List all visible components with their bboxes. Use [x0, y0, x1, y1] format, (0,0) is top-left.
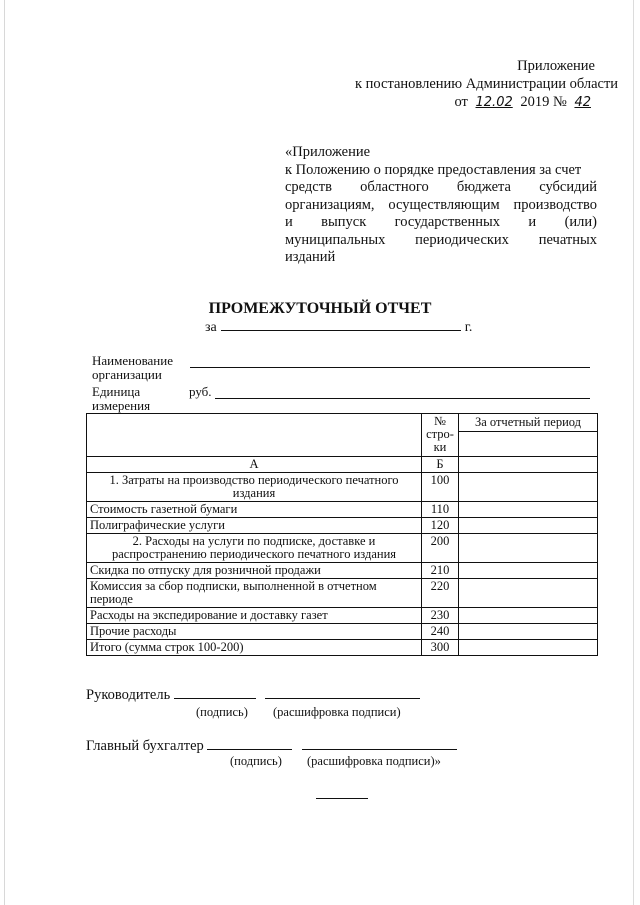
regulation-line: изданий: [285, 249, 336, 265]
regulation-appendix: [285, 144, 597, 267]
col-b-label: Б: [422, 457, 459, 473]
table-header-row: [87, 414, 598, 457]
regulation-line: средств областного бюджета субсидий: [285, 179, 597, 195]
regulation-line: организациям, осуществляющим производство: [285, 196, 597, 213]
appendix-date-line: [355, 93, 595, 112]
header-period-label: За отчетный период: [459, 414, 597, 432]
row-period-value[interactable]: [459, 608, 598, 624]
row-name: Прочие расходы: [87, 624, 422, 640]
unit-label-line: измерения: [92, 398, 151, 413]
header-period-sub: [459, 432, 597, 456]
accountant-name-field[interactable]: [302, 737, 457, 750]
row-number: 100: [422, 473, 459, 502]
row-number: 200: [422, 534, 459, 563]
regulation-line: и выпуск государственных и (или): [285, 214, 597, 230]
date-prefix: от: [454, 94, 468, 110]
head-sign-caption: (подпись): [196, 705, 248, 719]
date-year: 2019 №: [520, 94, 567, 110]
report-title: ПРОМЕЖУТОЧНЫЙ ОТЧЕТ: [208, 300, 432, 317]
report-period: [205, 318, 472, 336]
unit-label: [92, 385, 150, 413]
regulation-title: «Приложение: [285, 144, 371, 160]
accountant-label: Главный бухгалтер: [86, 738, 204, 754]
number-handwritten: 42: [574, 95, 591, 110]
row-number: 120: [422, 518, 459, 534]
accountant-name-caption: (расшифровка подписи)»: [307, 754, 441, 768]
appendix-title: Приложение: [517, 58, 595, 74]
row-name: Комиссия за сбор подписки, выполненной в отчетном периоде: [87, 579, 422, 608]
period-suffix: г.: [464, 320, 473, 335]
row-name: Стоимость газетной бумаги: [87, 502, 422, 518]
row-period-value[interactable]: [459, 502, 598, 518]
table-row: [87, 640, 598, 656]
accountant-signature-line: [86, 737, 457, 755]
row-name: Скидка по отпуску для розничной продажи: [87, 563, 422, 579]
scan-edge-right: [633, 0, 634, 905]
org-label-line: организации: [92, 367, 162, 382]
end-separator-line: [316, 798, 368, 799]
head-name-field[interactable]: [265, 686, 420, 699]
head-label: Руководитель: [86, 687, 171, 703]
row-period-value[interactable]: [459, 534, 598, 563]
head-signature-line: [86, 686, 420, 704]
org-label-line: Наименование: [92, 353, 173, 368]
report-table: [86, 413, 598, 656]
table-letter-row: [87, 457, 598, 473]
row-name: 2. Расходы на услуги по подписке, доставке и распространению периодического печатного издания: [87, 534, 422, 563]
head-name-caption: (расшифровка подписи): [273, 705, 401, 719]
header-num-cell: № стро-ки: [422, 414, 459, 457]
org-label: [92, 354, 173, 382]
row-period-value[interactable]: [459, 563, 598, 579]
table-row: [87, 563, 598, 579]
date-handwritten: 12.02: [475, 95, 513, 110]
period-blank[interactable]: [221, 318, 461, 331]
period-prefix: за: [205, 320, 217, 335]
regulation-line: муниципальных периодических печатных: [285, 231, 597, 248]
row-period-value[interactable]: [459, 579, 598, 608]
row-period-value[interactable]: [459, 624, 598, 640]
regulation-line: к Положению о порядке предоставления за счет: [285, 161, 582, 178]
col-period-label: [459, 457, 598, 473]
table-row: [87, 518, 598, 534]
row-number: 220: [422, 579, 459, 608]
row-number: 230: [422, 608, 459, 624]
row-period-value[interactable]: [459, 473, 598, 502]
table-row: [87, 579, 598, 608]
accountant-sign-field[interactable]: [207, 737, 292, 750]
table-row: [87, 473, 598, 502]
table-row: [87, 534, 598, 563]
unit-label-line: Единица: [92, 384, 141, 399]
table-row: [87, 624, 598, 640]
row-period-value[interactable]: [459, 518, 598, 534]
row-name: Итого (сумма строк 100-200): [87, 640, 422, 656]
table-row: [87, 608, 598, 624]
header-period-cell: [459, 414, 598, 457]
col-a-label: А: [87, 457, 422, 473]
table-row: [87, 502, 598, 518]
row-number: 300: [422, 640, 459, 656]
scan-edge-left: [4, 0, 5, 905]
row-period-value[interactable]: [459, 640, 598, 656]
row-name: Расходы на экспедирование и доставку газет: [87, 608, 422, 624]
row-number: 110: [422, 502, 459, 518]
unit-value: руб.: [189, 384, 212, 399]
unit-field[interactable]: [215, 397, 590, 399]
row-name: 1. Затраты на производство периодического печатного издания: [87, 473, 422, 502]
row-number: 210: [422, 563, 459, 579]
accountant-sign-caption: (подпись): [230, 754, 282, 768]
row-name: Полиграфические услуги: [87, 518, 422, 534]
header-name-cell: [87, 414, 422, 457]
row-number: 240: [422, 624, 459, 640]
head-sign-field[interactable]: [174, 686, 256, 699]
appendix-resolution: к постановлению Администрации области: [355, 76, 619, 92]
appendix-header: [355, 57, 619, 112]
org-name-field[interactable]: [190, 366, 590, 368]
